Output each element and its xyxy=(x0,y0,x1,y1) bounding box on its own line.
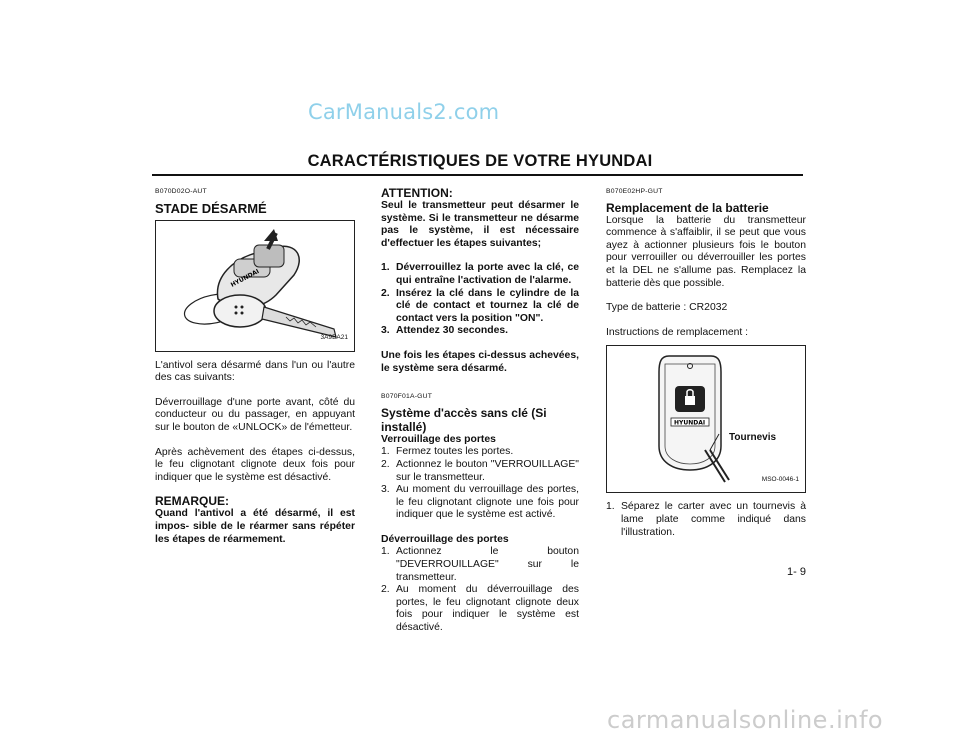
paragraph: Lorsque la batterie du transmetteur commence à s'affaiblir, il se peut que vous ayez à actionner plusieurs fois le bouton pour verrouiller ou déverrouiller les portes et la DEL ne s'allume pas. Remplacez la batterie dès que possible. xyxy=(606,214,806,289)
column-stade-desarme xyxy=(155,186,355,546)
list-item: 1. Actionnez le bouton "DEVERROUILLAGE" sur le transmetteur. xyxy=(381,546,579,583)
column-battery xyxy=(606,186,806,539)
paragraph: Instructions de remplacement : xyxy=(606,326,749,338)
battery-figure xyxy=(606,345,806,493)
header-rule xyxy=(152,174,803,176)
paragraph: Après achèvement des étapes ci-dessus, le feu clignotant clignote deux fois pour indiquer que le système est désactivé. xyxy=(155,446,355,483)
section-code: B070F01A-GUT xyxy=(381,393,433,401)
paragraph: Déverrouillage d'une porte avant, côté du conducteur ou du passager, en appuyant sur le bouton de «UNLOCK» de l'émetteur. xyxy=(155,396,355,433)
remark-text: Quand l'antivol a été désarmé, il est impos- sible de le réarmer sans répéter les étapes de réarmement. xyxy=(155,508,355,545)
page-number: 1- 9 xyxy=(787,566,806,578)
lock-steps xyxy=(381,446,579,522)
column-attention xyxy=(381,186,579,635)
subsection-title-unlock: Déverrouillage des portes xyxy=(381,533,509,545)
watermark-top[interactable]: CarManuals2.com xyxy=(308,100,500,124)
figure-code: 3A9BA21 xyxy=(320,334,348,341)
transmitter-illustration xyxy=(607,346,805,492)
list-item: 3. Attendez 30 secondes. xyxy=(381,325,509,337)
watermark-bottom[interactable]: carmanualsonline.info xyxy=(607,706,884,734)
key-fob-figure xyxy=(155,220,355,352)
section-title: Remplacement de la batterie xyxy=(606,200,769,215)
list-item: 2. Insérez la clé dans le cylindre de la clé de contact et tournez la clé de contact vers la position "ON". xyxy=(381,287,579,324)
unlock-steps xyxy=(381,546,579,634)
list-item: 2. Au moment du déverrouillage des portes, le feu clignotant clignote deux fois pour indiquer le système est désactivé. xyxy=(381,584,579,634)
page-title: CARACTÉRISTIQUES DE VOTRE HYUNDAI xyxy=(307,152,653,170)
attention-text: Seul le transmetteur peut désarmer le système. Si le transmetteur ne désarme pas le système, il est nécessaire d'effectuer les étapes suivantes; xyxy=(381,200,579,249)
figure-code: MSO-0046-1 xyxy=(761,475,799,483)
subsection-title-lock: Verrouillage des portes xyxy=(381,433,496,445)
attention-end: Une fois les étapes ci-dessus achevées, le système sera désarmé. xyxy=(381,349,579,374)
list-item: 3. Au moment du verrouillage des portes, le feu clignotant clignote une fois pour indiquer que le système est activé. xyxy=(381,484,579,521)
svg-text:HYUNDAI: HYUNDAI xyxy=(229,267,261,289)
attention-title: ATTENTION: xyxy=(381,186,453,200)
list-item: 1. Déverrouillez la porte avec la clé, ce qui entraîne l'activation de l'alarme. xyxy=(381,262,579,286)
list-item: 1. Fermez toutes les portes. xyxy=(381,446,514,458)
section-code: B070D02O-AUT xyxy=(155,188,207,195)
remark-title: REMARQUE: xyxy=(155,494,229,509)
section-title: STADE DÉSARMÉ xyxy=(155,200,267,216)
attention-steps xyxy=(381,262,579,338)
paragraph: L'antivol sera désarmé dans l'un ou l'autre des cas suivants: xyxy=(155,359,355,384)
section-code: B070E02HP-GUT xyxy=(606,188,663,195)
tournevis-label: Tournevis xyxy=(729,432,777,444)
section-title: Système d'accès sans clé (Si installé) xyxy=(381,405,547,434)
list-item: 2. Actionnez le bouton "VERROUILLAGE" sur le transmetteur. xyxy=(381,458,579,483)
paragraph: Type de batterie : CR2032 xyxy=(606,302,728,314)
svg-text:HYUNDAI: HYUNDAI xyxy=(674,419,706,427)
list-item: 1. Séparez le carter avec un tournevis à lame plate comme indiqué dans l'illustration. xyxy=(606,501,806,538)
